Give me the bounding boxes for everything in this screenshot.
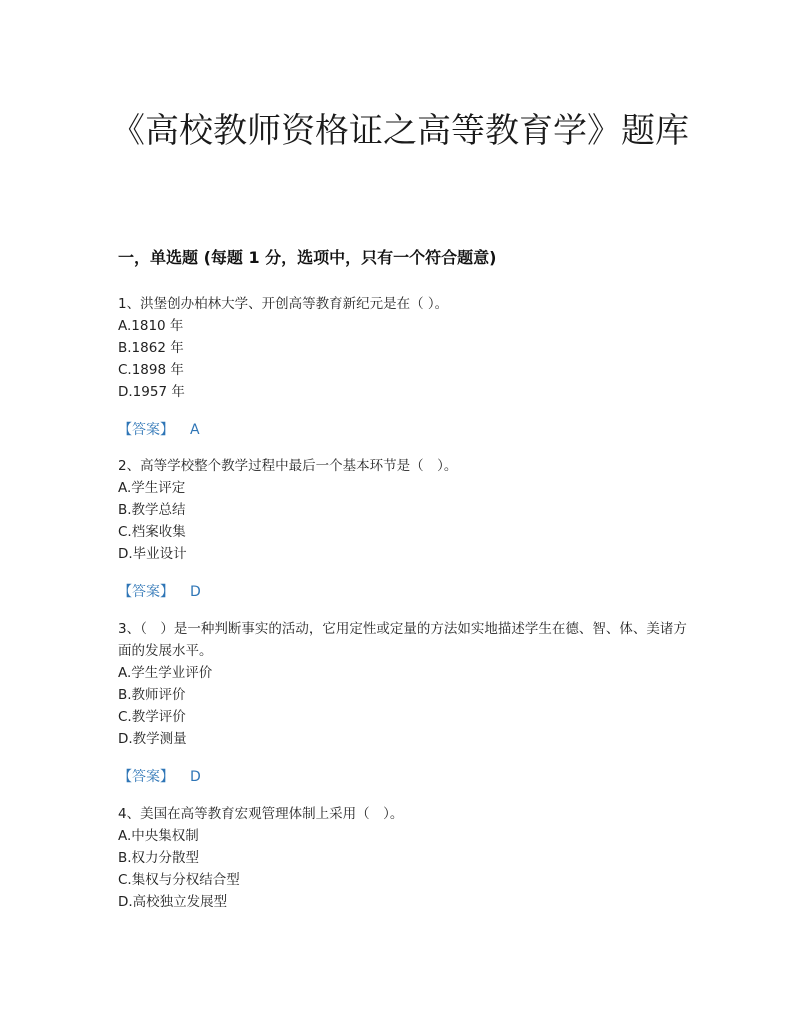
- answer-2: [118, 581, 201, 603]
- question-3: [118, 618, 688, 750]
- answer-1: [118, 419, 200, 441]
- section-heading: 一，单选题 (每题 1 分，选项中，只有一个符合题意): [118, 248, 497, 267]
- option-d: D.1957 年: [118, 384, 185, 400]
- answer-3: [118, 766, 201, 788]
- option-a: A.1810 年: [118, 318, 184, 334]
- option-a: A.学生学业评价: [118, 665, 213, 681]
- option-d: D.毕业设计: [118, 546, 187, 562]
- option-a: A.学生评定: [118, 480, 186, 496]
- option-b: B.权力分散型: [118, 850, 200, 866]
- answer-label: 【答案】: [118, 584, 174, 600]
- option-c: C.档案收集: [118, 524, 186, 540]
- option-a: A.中央集权制: [118, 828, 199, 844]
- option-d: D.教学测量: [118, 731, 187, 747]
- option-b: B.1862 年: [118, 340, 184, 356]
- question-stem: 4、美国在高等教育宏观管理体制上采用（ ）。: [118, 806, 404, 822]
- question-stem: 2、高等学校整个教学过程中最后一个基本环节是（ ）。: [118, 458, 458, 474]
- option-c: C.1898 年: [118, 362, 184, 378]
- option-d: D.高校独立发展型: [118, 894, 228, 910]
- question-2: [118, 455, 688, 565]
- option-b: B.教学总结: [118, 502, 186, 518]
- document-title: 《高校教师资格证之高等教育学》题库: [111, 111, 689, 151]
- question-4: [118, 803, 688, 913]
- option-c: C.教学评价: [118, 709, 186, 725]
- answer-label: 【答案】: [118, 422, 174, 438]
- option-c: C.集权与分权结合型: [118, 872, 240, 888]
- option-b: B.教师评价: [118, 687, 186, 703]
- question-1: [118, 293, 688, 403]
- answer-value: D: [190, 584, 201, 600]
- answer-value: A: [190, 422, 200, 438]
- question-stem: 1、洪堡创办柏林大学、开创高等教育新纪元是在（ ）。: [118, 296, 449, 312]
- answer-label: 【答案】: [118, 769, 174, 785]
- answer-value: D: [190, 769, 201, 785]
- question-stem: 3、（ ）是一种判断事实的活动，它用定性或定量的方法如实地描述学生在德、智、体、美诸方面的发展水平。: [118, 621, 687, 659]
